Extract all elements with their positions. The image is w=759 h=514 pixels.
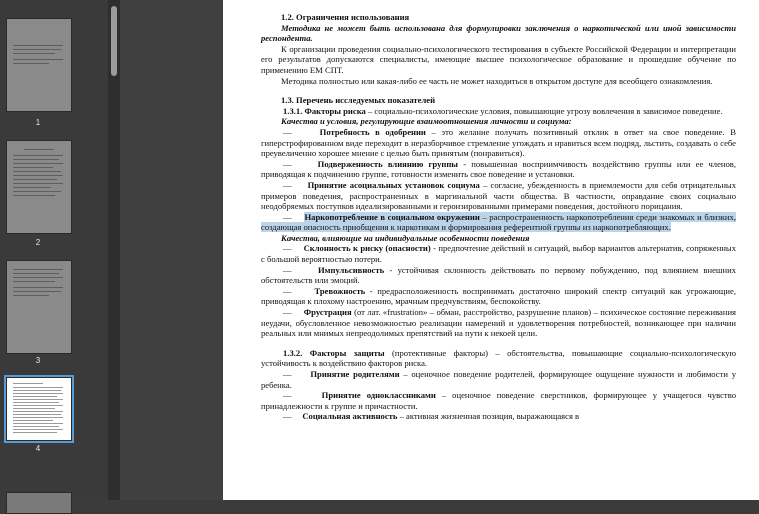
page-content <box>261 12 736 422</box>
section-1-2-warning: Методика не может быть использована для формулировки заключения о наркотической или иной зависимости респондента. <box>261 22 736 44</box>
item-text: – активная жизненная позиция, выражающаяся в <box>397 411 580 422</box>
document-page <box>223 0 759 500</box>
section-1-2-paragraph-1: К организации проведения социально-психологического тестирования в субъекте Российской Федерации и интерпретации его результатов допускаются специалисты, имеющие высшее психологическое образование и прошедшие обучение по применению ЕМ СПТ. <box>261 43 736 75</box>
list-item-anxiety <box>261 286 736 307</box>
dash: — <box>283 369 292 379</box>
dash: — <box>283 264 292 275</box>
section-1-3-1 <box>261 106 736 117</box>
section-1-3-title: 1.3. Перечень исследуемых показателей <box>281 95 436 106</box>
item-label: Социальная активность <box>302 411 398 422</box>
item-label: Потребность в одобрении <box>319 126 426 137</box>
item-label: Импульсивность <box>317 264 385 275</box>
dash: — <box>283 390 292 401</box>
risk-factors-label: 1.3.1. Факторы риска <box>283 105 366 116</box>
item-text: - повышенная восприимчивость воздействию группы или ее членов, приводящая к подчинению группе, готовности изменить свое поведение и установки. <box>261 158 736 180</box>
scrollbar-thumb[interactable] <box>111 6 117 76</box>
page-number-4: 4 <box>35 444 41 453</box>
list-item-social-activity <box>261 411 736 422</box>
protective-factors-label: 1.3.2. Факторы защиты <box>283 347 385 358</box>
dash: — <box>283 211 292 222</box>
section-1-2-paragraph-2: Методика полностью или какая-либо ее часть не может находиться в открытом доступе для всеобщего ознакомления. <box>281 75 713 86</box>
item-text: – оценочное поведение сверстников, формирующее у учащегося чувство принадлежности к группе и причастности. <box>261 390 736 411</box>
list-item-parental-acceptance <box>261 369 736 390</box>
item-label: Фрустрация <box>303 307 352 318</box>
sidebar-scrollbar[interactable] <box>108 0 120 500</box>
page-thumbnail-5[interactable] <box>6 492 72 514</box>
section-1-3-2 <box>261 348 736 369</box>
risk-factors-text: – социально-психологические условия, повышающие угрозу вовлечения в зависимое поведение. <box>365 105 723 116</box>
list-item-risk-propensity <box>261 243 736 264</box>
dash: — <box>283 285 292 296</box>
page-thumbnail-3[interactable] <box>6 260 72 354</box>
selected-text-highlight[interactable] <box>261 212 736 233</box>
item-text: (от лат. «frustration» – обман, расстройство, разрушение планов) – психическое состояние переживания неудачи, обусловленное невозможностью реализации намерений и удовлетворения потребностей, возникающее при наличии реальных или мнимых непреодолимых препятствий на пути к некоей цели. <box>261 307 736 339</box>
dash: — <box>283 411 292 422</box>
page-thumbnail-4[interactable] <box>6 377 72 441</box>
item-text: – согласие, убежденность в приемлемости для себя отрицательных примеров поведения, распространенных в маргинальной части общества. В частности, оправдание своих социально неодобряемых поступков идеализированными и героизированными примерами поведения, достойного порицания. <box>261 179 736 212</box>
dash: — <box>283 307 292 318</box>
item-label: Подверженность влиянию группы <box>317 158 458 169</box>
item-text: - устойчивая склонность действовать по первому побуждению, под влиянием внешних обстоятельств или эмоций. <box>261 264 736 286</box>
item-text: - предрасположенность воспринимать достаточно широкий спектр ситуаций как угрожающие, приводящая к плохому настроению, мрачным предчувствиям, беспокойству. <box>261 285 736 307</box>
subheading-individual-qualities: Качества, влияющие на индивидуальные особенности поведения <box>281 232 530 243</box>
item-label: Склонность к риску (опасности) <box>303 243 431 254</box>
page-thumbnail-1[interactable] <box>6 18 72 112</box>
item-label: Тревожность <box>314 285 366 296</box>
list-item-drug-environment <box>261 212 736 233</box>
list-item-impulsivity <box>261 265 736 286</box>
dash: — <box>283 158 292 169</box>
page-number-3: 3 <box>35 356 41 365</box>
item-label: Принятие одноклассниками <box>321 390 436 401</box>
list-item-group-influence <box>261 159 736 180</box>
page-number-2: 2 <box>35 238 41 247</box>
thumbnail-sidebar <box>0 0 108 500</box>
list-item-frustration <box>261 307 736 339</box>
dash: — <box>283 126 292 137</box>
document-viewer <box>120 0 736 500</box>
item-label: Наркопотребление в социальном окружении <box>304 211 480 222</box>
item-text: – оценочное поведение родителей, формирующее ощущение нужности и любимости у ребенка. <box>261 369 736 390</box>
subheading-social-qualities: Качества и условия, регулирующие взаимоотношения личности и социума: <box>281 116 572 127</box>
item-text: – распространенность наркопотребления среди знакомых и близких, создающая опасность приобщения к наркотикам и формирования референтной группы из наркопотребляющих. <box>261 211 736 233</box>
item-label: Принятие родителями <box>310 369 400 379</box>
page-number-1: 1 <box>35 118 41 127</box>
page-thumbnail-2[interactable] <box>6 140 72 234</box>
protective-factors-text: (протективные факторы) – обстоятельства, повышающие социально-психологическую устойчивость к воздействию факторов риска. <box>261 347 736 369</box>
list-item-asocial-attitudes <box>261 180 736 212</box>
item-text: - предпочтение действий и ситуаций, выбор вариантов альтернатив, сопряженных с большой вероятностью потери. <box>261 243 736 265</box>
list-item-approval-need <box>261 127 736 159</box>
dash: — <box>283 243 292 254</box>
list-item-peer-acceptance <box>261 390 736 411</box>
section-1-2-title: 1.2. Ограничения использования <box>281 12 410 22</box>
item-label: Принятие асоциальных установок социума <box>307 179 480 190</box>
item-text: – это желание получать позитивный отклик в ответ на свое поведение. В гиперстрофированном виде переходит в неразборчивое стремление угождать и нравиться всем подряд, льстить, создавать о себе преувеличенно хорошее мнение с целью быть принятым (понравиться). <box>261 126 736 159</box>
dash: — <box>283 179 292 190</box>
